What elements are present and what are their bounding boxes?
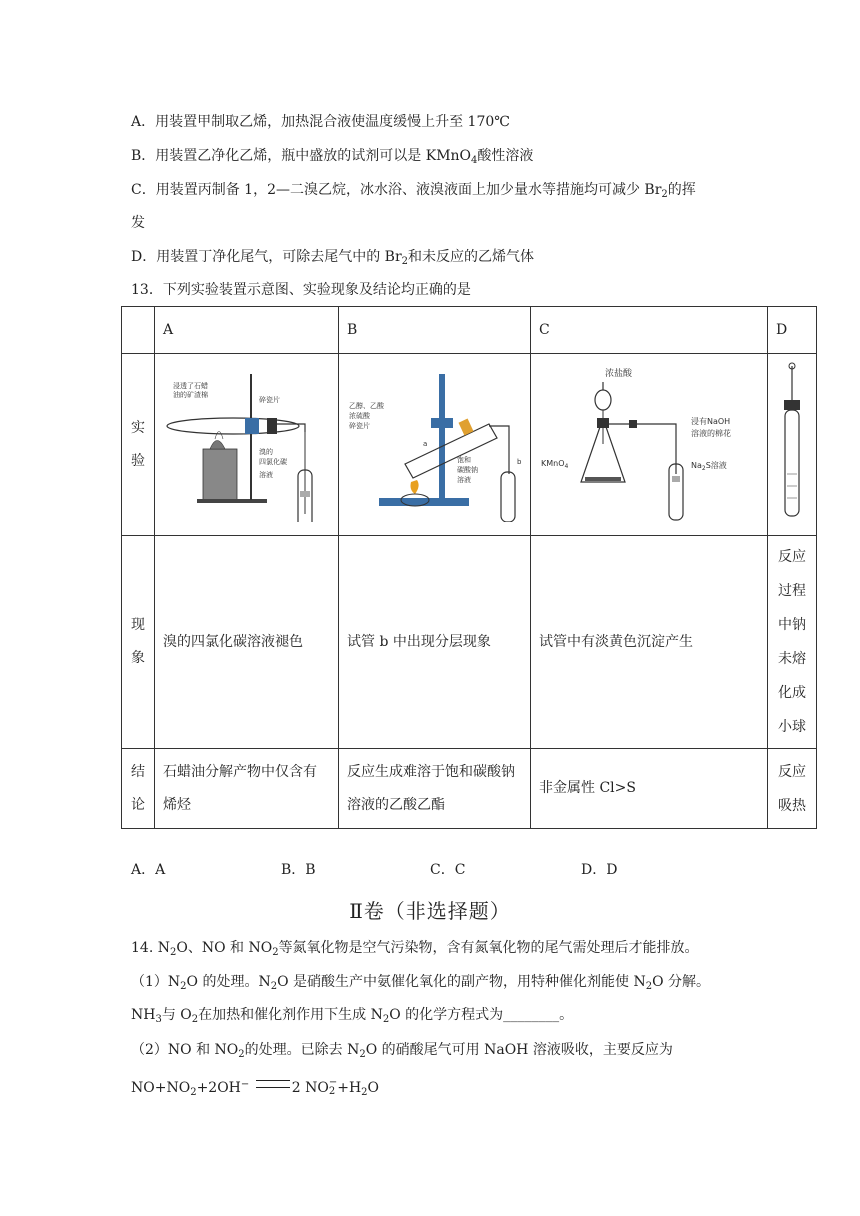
experiment-row <box>122 354 817 536</box>
label-b-6: 碳酸钠 <box>457 466 478 474</box>
label-b-1: 乙醇、乙酸 <box>349 402 384 410</box>
phenomenon-d: 反应过程中钠未熔化成小球 <box>778 549 806 735</box>
option-b-q12: B．用装置乙净化乙烯，瓶中盛放的试剂可以是 KMnO$_4$酸性溶液 <box>131 148 534 166</box>
question-13-stem: 13．下列实验装置示意图、实验现象及结论均正确的是 <box>131 282 471 298</box>
choice-a: A．A <box>131 862 166 878</box>
option-c-q12: C．用装置丙制备 1，2—二溴乙烷，冰水浴、液溴液面上加少量水等措施均可减少 $Br_2$的挥 <box>131 182 696 200</box>
conclusion-row <box>122 749 817 829</box>
apparatus-d-figure <box>768 354 817 536</box>
equilibrium-sign <box>256 1080 290 1088</box>
row-label-conclusion: 结论 <box>131 763 145 813</box>
label-b-7: 溶液 <box>457 476 471 484</box>
phenomenon-b: 试管 b 中出现分层现象 <box>339 536 531 749</box>
header-d: D <box>768 307 817 354</box>
phenomenon-c: 试管中有淡黄色沉淀产生 <box>531 536 768 749</box>
phenomenon-row <box>122 536 817 749</box>
q14-paragraph-1: 14. $N_2O$、NO 和 $NO_2$等氮氧化物是空气污染物，含有氮氧化物的尾气需处理后才能排放。 <box>131 940 699 958</box>
choice-c: C．C <box>430 862 466 878</box>
label-a-5: 四氯化碳 <box>259 458 287 466</box>
option-d-q12: D．用装置丁净化尾气，可除去尾气中的 $Br_2$和未反应的乙烯气体 <box>131 249 535 267</box>
q14-paragraph-4: （2）NO 和 $NO_2$的处理。已除去 $N_2O$ 的硝酸尾气可用 NaOH 溶液吸收，主要反应为 <box>131 1042 673 1060</box>
label-c-1: 浓盐酸 <box>605 369 633 379</box>
label-b-3: 碎瓷片 <box>349 422 370 430</box>
choice-d: D．D <box>581 862 618 878</box>
apparatus-b-diagram <box>339 354 530 522</box>
option-c-q12-continued: 发 <box>131 215 145 231</box>
label-a-2: 油的矿渣棉 <box>173 391 208 399</box>
label-a-3: 碎瓷片 <box>259 396 280 404</box>
apparatus-c-figure <box>531 354 768 536</box>
label-c-4: KMnO$_4$ <box>541 459 569 470</box>
label-b-4: a <box>423 440 428 448</box>
label-c-2: 浸有NaOH <box>691 417 731 426</box>
label-a-1: 浸透了石蜡 <box>173 382 208 390</box>
experiment-table <box>121 306 817 829</box>
header-b: B <box>339 307 531 354</box>
section-title: Ⅱ卷（非选择题） <box>349 899 511 923</box>
label-a-6: 溶液 <box>259 471 273 479</box>
label-c-3: 溶液的棉花 <box>691 429 731 438</box>
q14-paragraph-2: $(1)N_2O$ 的处理。$N_2O$ 是硝酸生产中氨催化氧化的副产物，用特种催化剂能使 $N_2O$ 分解。 <box>131 974 711 992</box>
q14-equation: $NO+NO_2+2OH^-$ 2 NO − 2 $+H_2O$ <box>131 1077 380 1098</box>
apparatus-b-figure <box>339 354 531 536</box>
conclusion-b: 反应生成难溶于饱和碳酸钠溶液的乙酸乙酯 <box>339 749 531 829</box>
label-b-2: 浓硫酸 <box>349 412 370 420</box>
label-c-5: $Na_2S$溶液 <box>691 461 727 472</box>
conclusion-d: 反应吸热 <box>778 763 806 814</box>
label-b-8: b <box>517 458 522 466</box>
header-a: A <box>155 307 339 354</box>
label-b-5: 饱和 <box>457 456 471 464</box>
label-a-4: 溴的 <box>259 448 273 456</box>
apparatus-d-diagram <box>768 354 816 522</box>
phenomenon-a: 溴的四氯化碳溶液褪色 <box>155 536 339 749</box>
conclusion-a: 石蜡油分解产物中仅含有烯烃 <box>155 749 339 829</box>
header-c: C <box>531 307 768 354</box>
option-a-q12: A．用装置甲制取乙烯，加热混合液使温度缓慢上升至 170℃ <box>131 114 510 130</box>
row-label-experiment: 实验 <box>131 419 145 469</box>
q14-paragraph-3: $NH_3$与 $O_2$在加热和催化剂作用下生成 $N_2O$ 的化学方程式为________。 <box>131 1007 574 1025</box>
apparatus-a-diagram <box>155 354 338 522</box>
conclusion-c: 非金属性 Cl>S <box>531 749 768 829</box>
apparatus-a-figure <box>155 354 339 536</box>
choice-b: B．B <box>281 862 316 878</box>
table-header-row <box>122 307 817 354</box>
apparatus-c-diagram <box>531 354 767 522</box>
row-label-phenomenon: 现象 <box>131 617 145 666</box>
